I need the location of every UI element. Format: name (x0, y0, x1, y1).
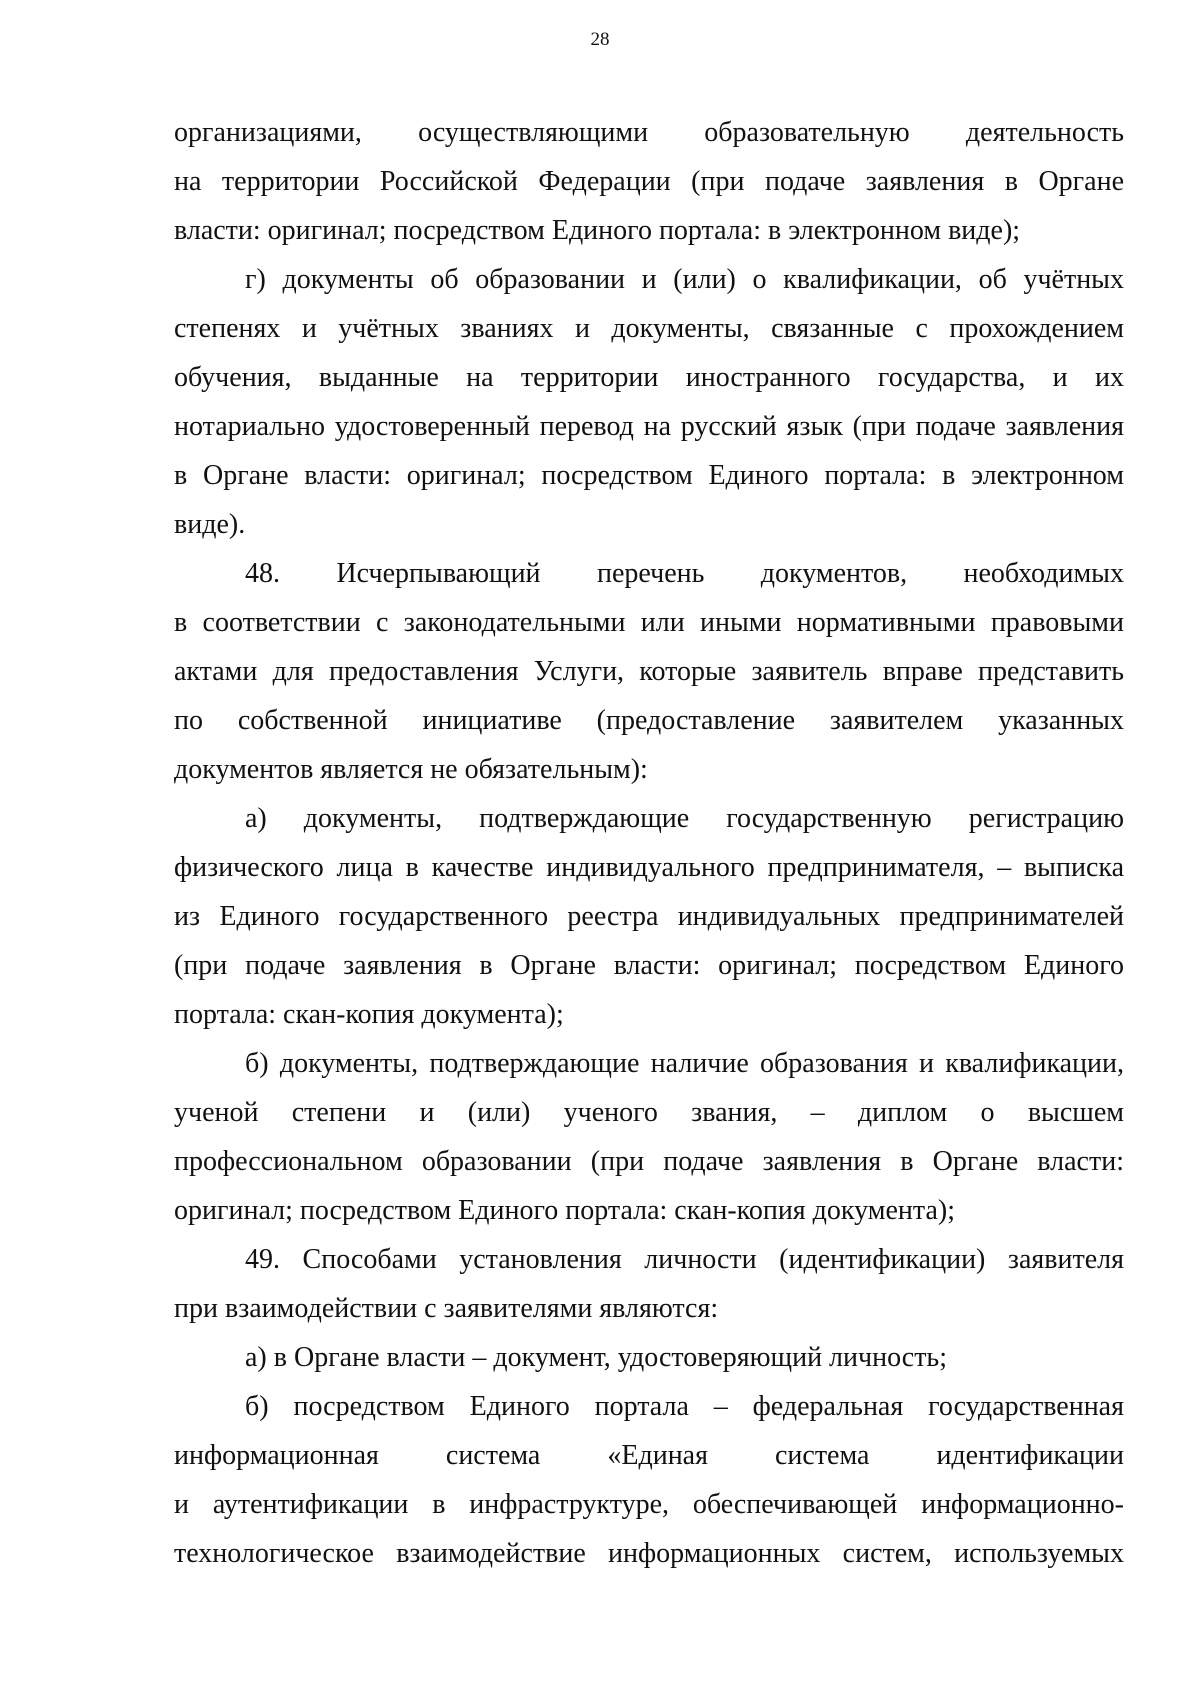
paragraph (174, 1382, 1124, 1578)
text-line: в Органе власти: оригинал; посредством Единого портала: в электронном (174, 460, 1124, 491)
paragraph (174, 255, 1124, 549)
page-number: 28 (590, 29, 610, 50)
text-line: 49. Способами установления личности (идентификации) заявителя (245, 1244, 1124, 1275)
text-line: документов является не обязательным): (174, 754, 648, 785)
text-line: информационная система «Единая система идентификации (174, 1440, 1124, 1471)
text-line: а) документы, подтверждающие государственную регистрацию (245, 803, 1124, 834)
text-line: ученой степени и (или) ученого звания, – диплом о высшем (174, 1097, 1124, 1128)
text-line: организациями, осуществляющими образовательную деятельность (174, 117, 1124, 148)
text-line: из Единого государственного реестра индивидуальных предпринимателей (174, 901, 1124, 932)
text-line: и аутентификации в инфраструктуре, обеспечивающей информационно- (174, 1489, 1124, 1520)
text-line: б) посредством Единого портала – федеральная государственная (245, 1391, 1124, 1422)
paragraph (174, 549, 1124, 794)
text-line: г) документы об образовании и (или) о квалификации, об учётных (245, 264, 1124, 295)
text-line: степенях и учётных званиях и документы, связанные с прохождением (174, 313, 1124, 344)
text-line: актами для предоставления Услуги, которые заявитель вправе представить (174, 656, 1124, 687)
text-line: портала: скан-копия документа); (174, 999, 564, 1030)
paragraph (174, 1235, 1124, 1333)
text-line: виде). (174, 509, 246, 540)
paragraph (174, 1039, 1124, 1235)
text-line: по собственной инициативе (предоставление заявителем указанных (174, 705, 1124, 736)
text-line: технологическое взаимодействие информационных систем, используемых (174, 1538, 1124, 1569)
text-line: при взаимодействии с заявителями являются: (174, 1293, 719, 1324)
paragraph (174, 1333, 1124, 1382)
text-line: власти: оригинал; посредством Единого портала: в электронном виде); (174, 215, 1021, 246)
text-line: б) документы, подтверждающие наличие образования и квалификации, (245, 1048, 1124, 1079)
document-body (174, 108, 1124, 1578)
text-line: (при подаче заявления в Органе власти: оригинал; посредством Единого (174, 950, 1124, 981)
text-line: физического лица в качестве индивидуального предпринимателя, – выписка (174, 852, 1124, 883)
text-line: обучения, выданные на территории иностранного государства, и их (174, 362, 1124, 393)
paragraph (174, 794, 1124, 1039)
text-line: оригинал; посредством Единого портала: скан-копия документа); (174, 1195, 956, 1226)
text-line: а) в Органе власти – документ, удостоверяющий личность; (245, 1342, 947, 1373)
paragraph (174, 108, 1124, 255)
text-line: в соответствии с законодательными или иными нормативными правовыми (174, 607, 1124, 638)
text-line: 48. Исчерпывающий перечень документов, необходимых (245, 558, 1124, 589)
paragraph-list (174, 108, 1124, 1578)
text-line: на территории Российской Федерации (при подаче заявления в Органе (174, 166, 1124, 197)
text-line: нотариально удостоверенный перевод на русский язык (при подаче заявления (174, 411, 1124, 442)
text-line: профессиональном образовании (при подаче заявления в Органе власти: (174, 1146, 1124, 1177)
